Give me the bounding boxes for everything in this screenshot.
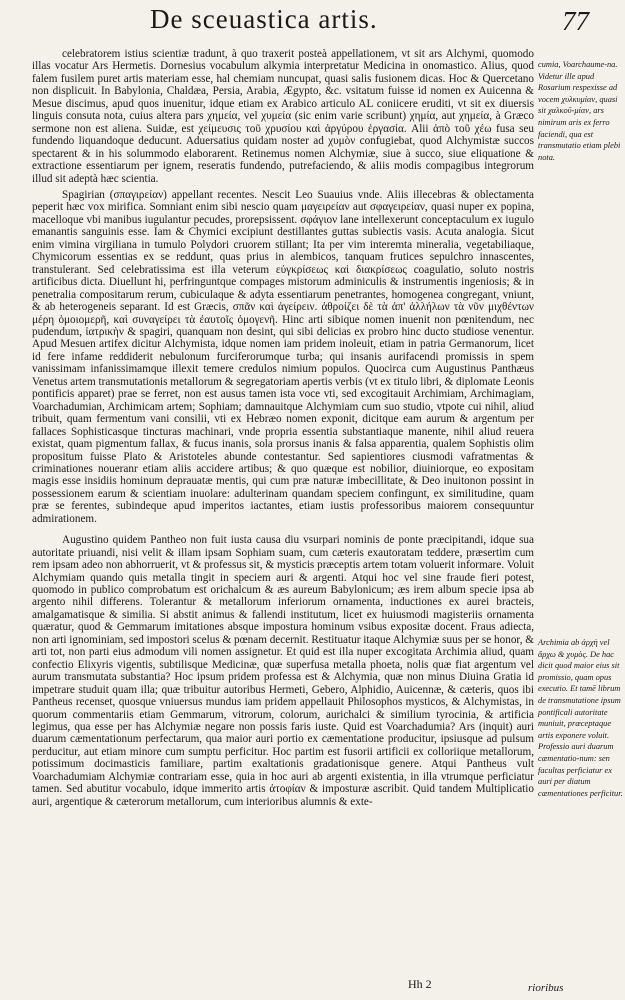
running-title: De sceuastica artis. [150, 4, 378, 34]
paragraph-2: Spagirian (σπαγιρείαν) appellant recentes. Nescit Leo Suauius vnde. Aliis illecebras & oblectamenta peperit hæc vox mirifica. Somniant enim sibi nescio quam μαγειρείαν aut σφαγειρείαν, quasi nuper ex popina, macelloque vbi manibus iugulantur pecudes, prorepsissent. σφάγιον lane intellexerunt conceptaculum ex iugulo emanantis sanguinis esse. Iam & Chymici excipiunt destillantes guttas subiectis vasis. Acuta analogia. Sicut enim vimina virgiliana in tumulo Polydori cruorem stillant; Ita per vim interemta mineralia, vegetabiliaque, Chymicorum essentias ex se reddunt, quas prius in alembicos, tanquam frutices sepulchro innascentes, transtulerant. Sed celebratissima est illa veterum εὐγκρίσεως καὶ διακρίσεως coagulatio, soluto nostris artificibus dicta. Diuellunt hi, perfringuntque compages mistorum adminiculis & instrumentis ingeniosis; & in penetralia compositarum rerum, cubiculaque & adyta essentiarum penetrantes, homogenea congregant, vniunt, & ab heterogeneis separant. Id est Græcis, σπᾶν καὶ ἀγείρειν. ἀθροίζει δὲ τὰ ἀπ' ἀλλήλων τὰ νῦν μιχθέντων μέρη ὁμοιομερῆ, καὶ συναγείρει τὰ ἐαυτοῖς ὁμογενῆ. Hinc arti sibique nomen inuenit non pœnitendum, nec pudendum, ἰατρικὴν & spagiri, quanquam non desint, qui sibi delicias ex probro hinc ducto studiose venentur. Apud Mesuen artifex dicitur Alchymista, idque nomen iam pridem inoleuit, etiam in patria Germanorum, licet id fere infame reddiderit nebulonum furciferorumque turba; qui insanis aurifacendi promissis in spem vanissimam infanissimamque illexit temere credulos nimium populos. Quocirca cum Augustinus Panthæus Venetus artem transmutationis metallorum & segregatoriam apertis verbis (vt ex titulo libri, & diplomate Leonis pontificis apparet) prae se ferret, non est ausus tamen ista voce vti, sed excogitauit Archimiam, Archimagiam, Voarchadumian, Archimicam artem; Sophiam; damnauitque Alchymiam cum suo studio, vtpote cui nihil, aliud tribuit, quam fermentum vani consilii, vti ex Hebræo nomen exponit, dicitque eam aurum & argentum per fallaces Sophisticasque tincturas machinari, vnde propria essentia substantiaque manente, nihil aliud reuera existat, quam pigmentum fallax, & fucus inanis, sola prorsus inanis & falsa apparentia, qualem Sophistis olim propositum fuisse Plato & Aristoteles abunde contestantur. Sed sapientiores ciusmodi vafratmentas & criminationes noueranr etiam aliis accidere artibus; & quo quæque est nobilior, diuiniorque, eo expositam magis esse insidiis hominum deprauatæ mentis, qui cum præ naturæ imbecillitate, & Deo inuitonon possint in possessionem earum & scientiam inuolare: adulterinam quandam speciem confingunt, ex similitudine, quam præ se ferentes, subindeque apud imperitos iactantes, etiam iustis professoribus maiorem consequuntur admirationem. [32, 188, 534, 525]
main-text-column [32, 48, 534, 808]
signature-mark: Hh 2 [408, 977, 432, 991]
margin-note-top: cumia, Voarchaume-na. Videtur ille apud Rosarium respexisse ad vocem χυλκυμίαν, quasi sit χαλκοῦ-μίαν, ars nimirum aris ex ferro faciendi, qua est transmutatio etiam plebi nota. [538, 60, 621, 162]
paragraph-3: Augustino quidem Pantheo non fuit iusta causa diu vsurpari nominis de ponte præcipitandi, idque sua autoritate priuandi, nisi velit & illam ipsam Sophiam suam, cum cæteris exautoratam teddere, præsertim cum rem ipsam adeo non abhorruerit, vt & professus sit, & mysticis præceptis artem totam voluerit informare. Voluit Alchymiam quando quis metalla tingit in speciem auri & argenti. Atqui hoc vel sine fraude fieri potest, quomodo in publico comprobatum est orichalcum & æs aureum Babylonicum; æs irem album specie ipsa ab argento nihil differens. Tolerantur & metallorum inferiorum ornamenta, inductiones ex aurei bracteis, amalgamatisque & similia. Si abstit animus & fallendi institutum, licet ex huiusmodi magisteriis ornamenta quæratur, quod & Gemmarum imitationes absque impostura hominum vsibus expositæ docent. Fraus adiecta, non arti ignominiam, sed impostori scelus & pœnam decernit. Restituatur itaque Alchymiæ suus per se honor, & arti tot, non parti eius admodum vili nomen assignetur. Et quid est illa nuper excogitata Archimia aliud, quam confectio Elixyris vigentis, subtilisque Medicinæ, quæ superfusa metalla phoeta, nolis quæ fiat argentum vel aurum transmutata substantia? Hoc ipsum pridem professa est & Alchymia, quæ non minus Diuina Gratia id impetrare studuit quam illa; quæ tribuitur autoribus Hermeti, Gebero, Alphidio, Auicennæ, & cæteris, quos ibi Pantheus recenset, quosque vniuersus mundus iam pridem appellauit Philosophos mysticos, & Alchymistas, in quorum commentariis etiam Gemmarum, vitrorum, colorum, aurichalci & similium tyrocinia, & artificia legimus, qua esse per has Alchymiæ negare non possis faris iuste. Quid est Voarchadumia? Ars (inquit) auri duarum cæmentationum perfectarum, qua maior auri portio ex cæmentatione producitur, ipsiusque ad pulsum perducitur, aut etiam minore cum sumptu perficitur. Hoc partim est fusorii artificii ex colloriique metallorum, potissimum docimasticis familiare, partim exaltationis gradationisque genere. Atqui Pantheus vult Voarchadumiam Alchymiæ contrariam esse, quia in hoc auri ab argenti existentia, in illa vtrumque perficiatur tamen. Sed abutitur vocabulo, idque immerito artis ἀτοφίαν & imposturæ ascribit. Quid tandem Multiplicatio auri, argentique & cæterorum metallorum, cum interioribus alumnis & exte- [32, 534, 534, 808]
margin-note-lower: Archimia ab ἀρχὴ vel ἄρχω & χυμὸς. De hac dicit quod maior eius sit promissio, quam opus executio. Et tamē librum de transmutatione ipsum pontificali autoritate muniuit, præceptaque artis exponere voluit. Professio auri duarum cæmentatio-num: sen facultas perficiatur ex auri per diatum cæmentationes perficitur. [538, 638, 623, 798]
paragraph-1: celebratorem istius scientiæ tradunt, à quo traxerit posteà appellationem, vt sit ars Alchymi, quomodo illas vocatur Ars Hermetis. Dornesius vocabulum alkymia interpretatur Medicina in onomastico. Alius, quod falem fusilem puret artis materiam esse, hal chemiam nuncupat, quasi salis fusionem dicas. Hoc & Quercetano non displicuit. In Babylonia, Chaldæa, Persia, Arabia, Ægypto, &c. vsitatum fuisse id nomen ex Auicenna & Mesue discimus, apud quos inuenitur, idque etiam ex Arabico articulo AL coniicere eruditi, vt sit ex diuersis linguis consuta nota, cuius altera pars χημεία, vel χυμεία (sic enim varie scribunt) χημία, aut χημεία, à Græco sermone non est aliena. Suidæ, est χείμευσις τοῦ χρυσίου καὶ ἀργύρου ἐργασία. Alii ἀπὸ τοῦ χέω fusa seu fundendo liquandoque deducunt. Aduersatius quidam noster ad χυμὸν confugiebat, quod Alchymistæ succos spectarent & in his solummodo elaborarent. Retinemus nomen Alchymiæ, siue à succo, siue eliquatione & extractione essentiarum per ignem, reseratis fundendo, putrefaciendo, & aliis modis compagibus integrorum illud sit adeptà hæc scientia. [32, 48, 534, 185]
catchword: rioribus [528, 982, 564, 994]
page-number: 77 [562, 6, 589, 36]
